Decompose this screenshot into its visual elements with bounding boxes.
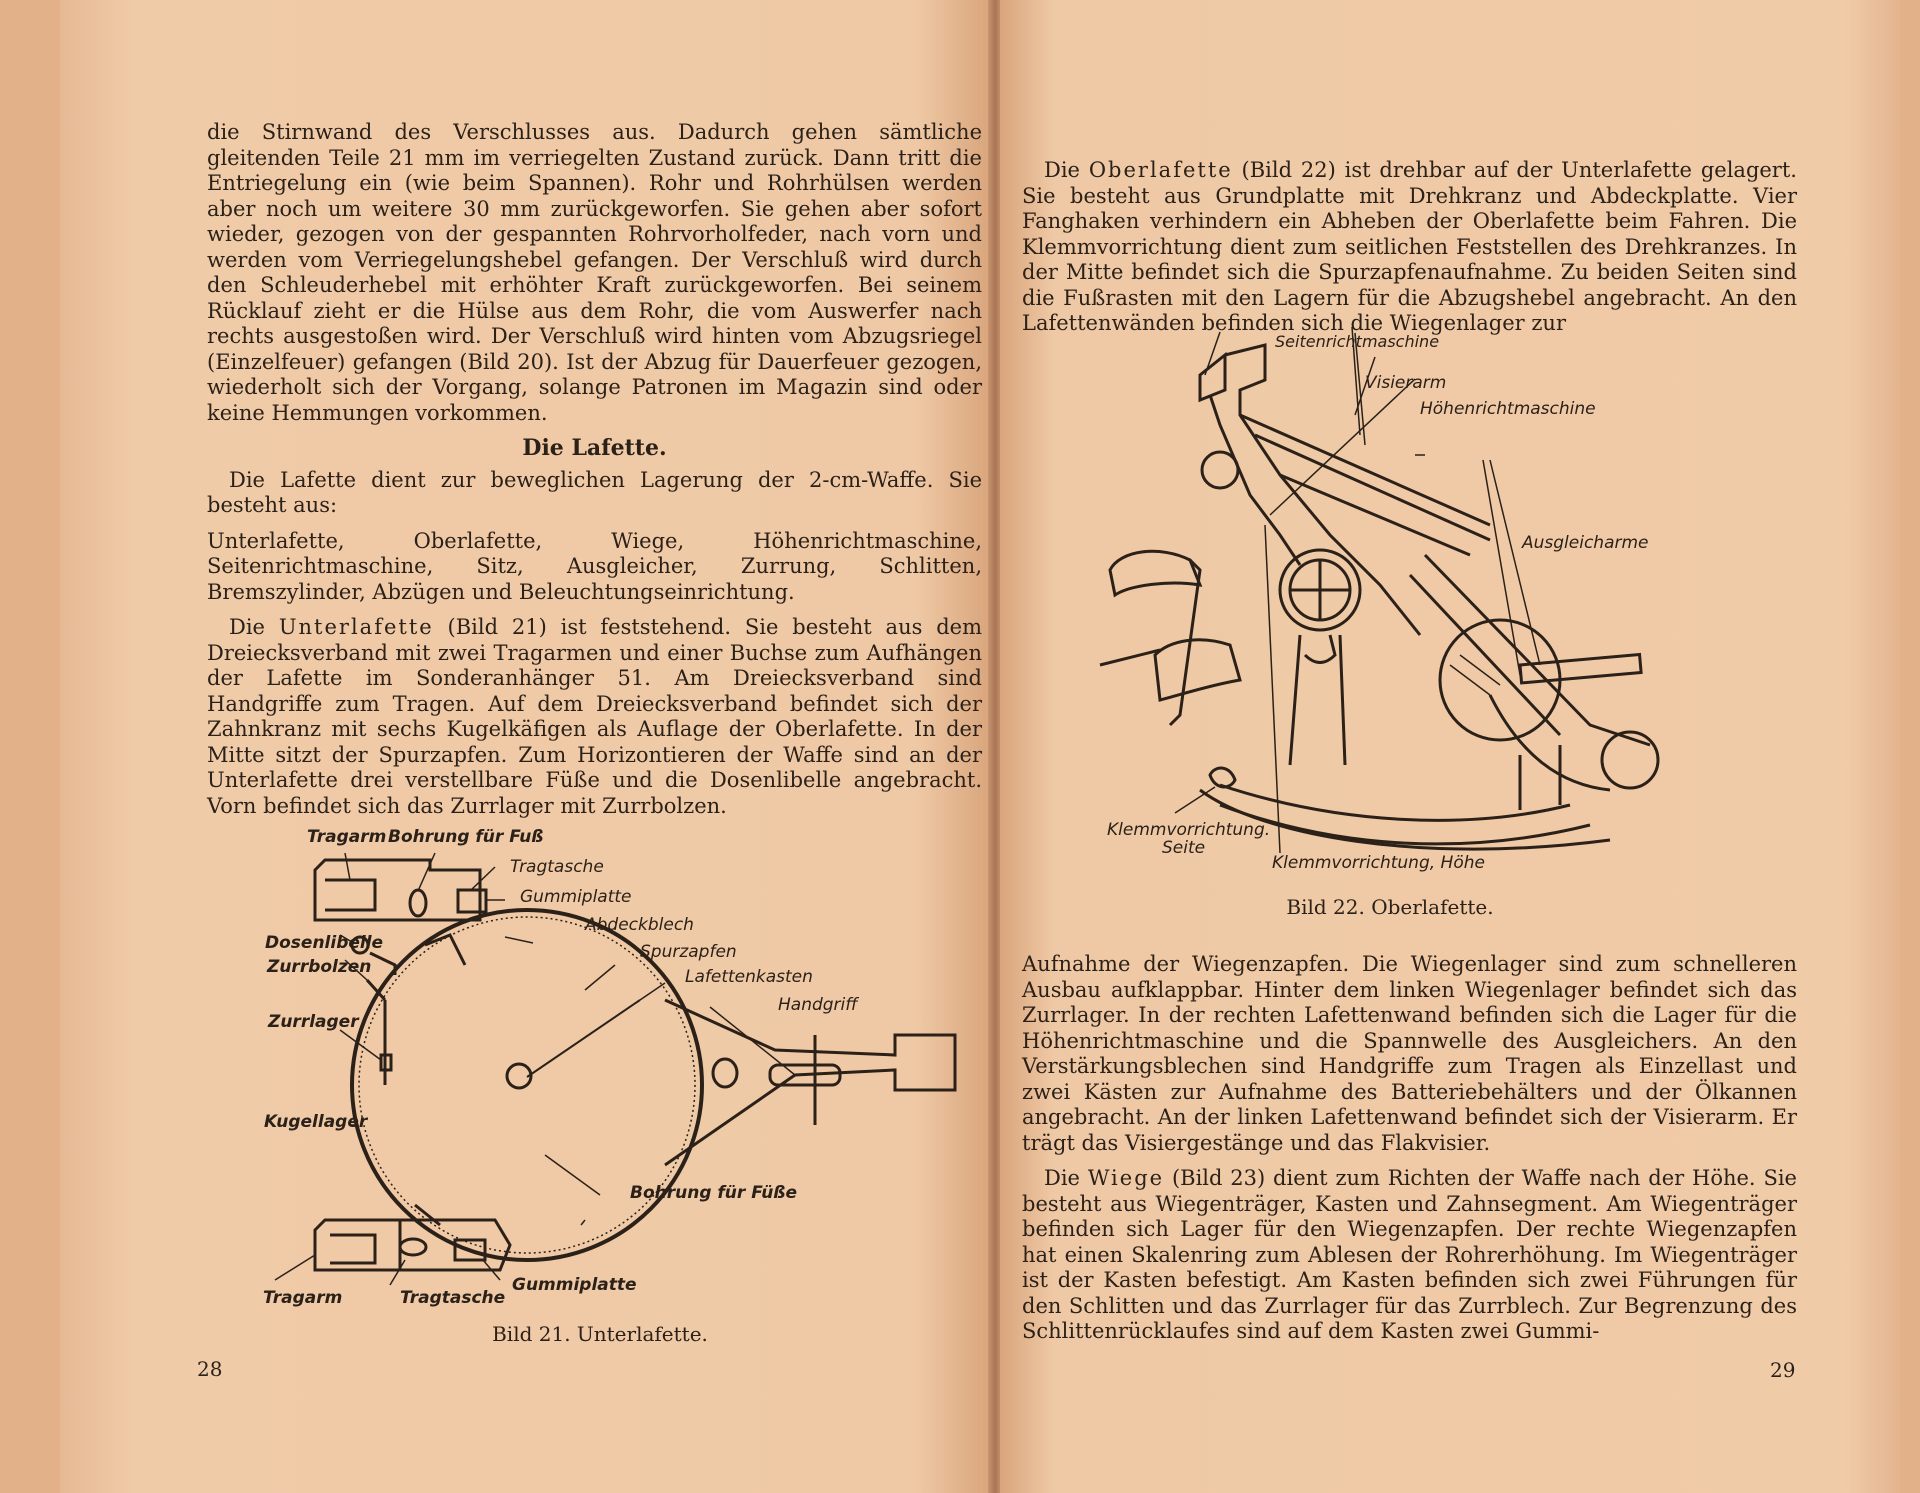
label-bohrung-fuesse: Bohrung für Füße — [630, 1183, 798, 1203]
label-abdeckblech: Abdeckblech — [585, 915, 694, 935]
label-kugellager: Kugellager — [264, 1112, 368, 1132]
label-tragarm-bottom: Tragarm — [263, 1288, 343, 1308]
left-text-block — [207, 120, 982, 829]
caption-bild-21: Bild 21. Unterlafette. — [492, 1322, 708, 1346]
right-paragraph-1 — [1022, 158, 1797, 337]
label-seitenrichtmaschine: Seitenrichtmaschine — [1275, 332, 1440, 351]
right-text-block-bottom — [1022, 952, 1797, 1355]
label-handgriff: Handgriff — [778, 995, 858, 1015]
label-gummiplatte-top: Gummiplatte — [520, 887, 632, 907]
left-paragraph-3: Unterlafette, Oberlafette, Wiege, Höhenrichtmaschine, Seitenrichtmaschine, Sitz, Ausgleicher, Zurrung, Schlitten, Bremszylinder, Abzügen und Beleuchtungseinrichtung. — [207, 528, 982, 604]
left-paragraph-2: Die Lafette dient zur beweglichen Lagerung der 2-cm-Waffe. Sie besteht aus: — [207, 467, 982, 517]
label-klemm-seite-1: Klemmvorrichtung. — [1107, 820, 1271, 840]
left-paragraph-4-rest: (Bild 21) ist feststehend. Sie besteht aus dem Dreiecksverband mit zwei Tragarmen und einer Buchse zum Aufhängen der Lafette im Sonderanhänger 51. Am Dreiecksverband sind Handgriffe zum Tragen. Auf dem Dreiecksverband befindet sich der Zahnkranz mit sechs Kugelkäfigen als Auflage der Oberlafette. In der Mitte sitzt der Spurzapfen. Zum Horizontieren der Waffe sind an der Unterlafette drei verstellbare Füße und die Dosenlibelle angebracht. Vorn befindet sich das Zurrlager mit Zurrbolzen. — [207, 615, 982, 818]
label-gummiplatte-bottom: Gummiplatte — [512, 1275, 637, 1295]
label-zurrbolzen: Zurrbolzen — [267, 957, 372, 977]
term-unterlafette: Unterlafette — [278, 615, 434, 639]
page-number-left: 28 — [197, 1357, 223, 1381]
figure-oberlafette — [1090, 332, 1770, 880]
right-paragraph-3-lead: Die — [1044, 1166, 1080, 1190]
label-bohrung-fuss: Bohrung für Fuß — [388, 827, 544, 847]
figure-unterlafette — [255, 825, 935, 1335]
term-oberlafette: Oberlafette — [1088, 158, 1233, 182]
label-spurzapfen: Spurzapfen — [640, 942, 737, 962]
right-paragraph-2: Aufnahme der Wiegenzapfen. Die Wiegenlager sind zum schnelleren Ausbau aufklappbar. Hinter dem linken Wiegenlager befindet sich das Zurrlager. In der rechten Lafettenwand befinden sich die Lager für die Höhenrichtmaschine und die Spannwelle des Ausgleichers. An den Verstärkungsblechen sind Handgriffe zum Tragen als Einzellast und zwei Kästen zur Aufnahme des Batteriebehälters und der Ölkannen angebracht. An der linken Lafettenwand befindet sich der Visierarm. Er trägt das Visiergestänge und das Flakvisier. — [1022, 952, 1797, 1155]
label-klemm-hoehe: Klemmvorrichtung, Höhe — [1272, 853, 1485, 873]
right-paragraph-1-lead: Die — [1044, 158, 1080, 182]
label-hoehenrichtmaschine: Höhenrichtmaschine — [1420, 399, 1596, 419]
label-tragtasche-bottom: Tragtasche — [400, 1288, 506, 1308]
label-tragtasche-top: Tragtasche — [510, 857, 604, 877]
label-visierarm: Visierarm — [1365, 373, 1447, 393]
left-paragraph-4-lead: Die — [229, 615, 265, 639]
label-tragarm-top: Tragarm — [307, 827, 387, 847]
label-klemm-seite-2: Seite — [1162, 838, 1206, 858]
label-zurrlager: Zurrlager — [268, 1012, 359, 1032]
label-dosenlibelle: Dosenlibelle — [265, 933, 384, 953]
left-paragraph-4 — [207, 615, 982, 819]
page-number-right: 29 — [1770, 1358, 1796, 1382]
left-paragraph-1: die Stirnwand des Verschlusses aus. Dadurch gehen sämtliche gleitenden Teile 21 mm im verriegelten Zustand zurück. Dann tritt die Entriegelung ein (wie beim Spannen). Rohr und Rohrhülsen werden aber noch um weitere 30 mm zurückgeworfen. Sie gehen aber sofort wieder, gezogen von der gespannten Rohrvorholfeder, nach vorn und werden vom Verriegelungshebel gefangen. Der Verschluß wird durch den Schleuderhebel mit erhöhter Kraft zurückgeworfen. Bei seinem Rücklauf zieht er die Hülse aus dem Rohr, die vom Auswerfer nach rechts ausgestoßen wird. Der Verschluß wird hinten vom Abzugsriegel (Einzelfeuer) gefangen (Bild 20). Ist der Abzug für Dauerfeuer gezogen, wiederholt sich der Vorgang, solange Patronen im Magazin sind oder keine Hemmungen vorkommen. — [207, 120, 982, 425]
section-heading: Die Lafette. — [522, 435, 667, 461]
right-paragraph-1-rest: (Bild 22) ist drehbar auf der Unterlafette gelagert. Sie besteht aus Grundplatte mit Drehkranz und Abdeckplatte. Vier Fanghaken verhindern ein Abheben der Oberlafette beim Fahren. Die Klemmvorrichtung dient zum seitlichen Feststellen des Drehkranzes. In der Mitte befindet sich die Spurzapfenaufnahme. Zu beiden Seiten sind die Fußrasten mit den Lagern für die Abzugshebel angebracht. An den Lafettenwänden befinden sich die Wiegenlager zur — [1022, 158, 1797, 335]
label-lafettenkasten: Lafettenkasten — [685, 967, 813, 987]
caption-bild-22: Bild 22. Oberlafette. — [1286, 895, 1494, 919]
term-wiege: Wiege — [1087, 1166, 1165, 1190]
right-paragraph-3-rest: (Bild 23) dient zum Richten der Waffe nach der Höhe. Sie besteht aus Wiegenträger, Kasten und Zahnsegment. Am Wiegenträger befinden sich Lager für den Wiegenzapfen. Der rechte Wiegenzapfen hat einen Skalenring zum Ablesen der Rohrerhöhung. Im Wiegenträger ist der Kasten befestigt. Am Kasten befinden sich zwei Führungen für den Schlitten und das Zurrlager für das Zurrblech. Zur Begrenzung des Schlittenrücklaufes sind auf dem Kasten zwei Gummi- — [1022, 1166, 1797, 1343]
right-text-block-top — [1022, 158, 1797, 347]
right-paragraph-3 — [1022, 1166, 1797, 1345]
label-ausgleicharme: Ausgleicharme — [1522, 533, 1649, 553]
